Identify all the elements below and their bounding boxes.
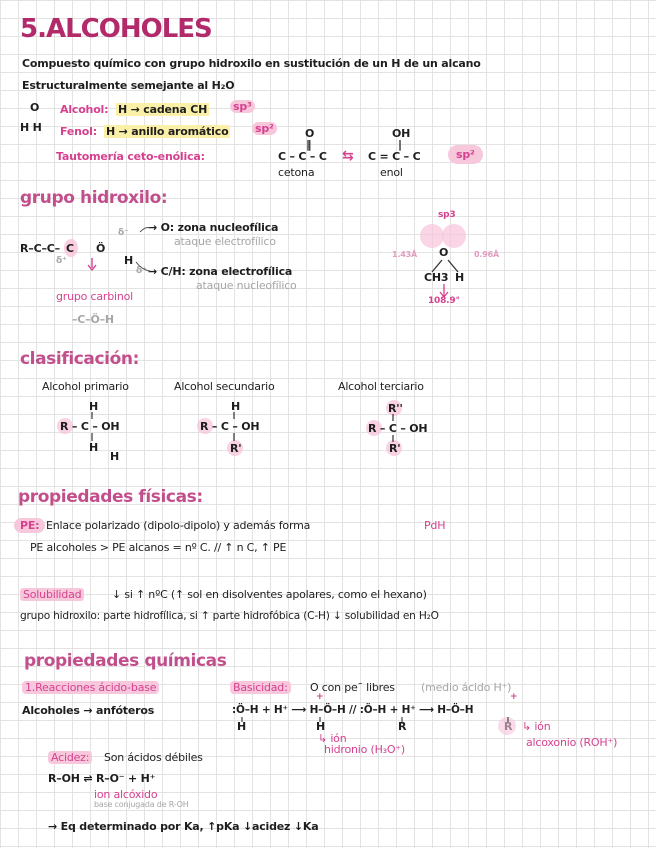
intro-line-2: Estructuralmente semejante al H₂O [22, 79, 235, 92]
basicidad-label-span: Basicidad: [230, 681, 291, 694]
ceto-oxygen: O [305, 127, 315, 140]
pe-label: PE: [14, 518, 45, 533]
ceto-chain: C – C – C [278, 150, 327, 163]
geo-bond-left: 1.43Å [392, 250, 417, 259]
ion-alcoxido-label: ion alcóxido [94, 788, 158, 801]
solubilidad-label [20, 588, 84, 601]
eq-plus-1: + [316, 692, 324, 702]
lone-pair-right [442, 224, 466, 248]
water-hydrogens: H H [20, 121, 42, 134]
primario-top-h: H [89, 400, 99, 413]
enol-oh: OH [392, 127, 411, 140]
o-zone-sub: ataque electrofílico [174, 235, 276, 248]
solubilidad-text: ↓ si ↑ nºC (↑ sol en disolventes apolares, como el hexano) [112, 588, 427, 601]
pe-text: Enlace polarizado (dipolo-dipolo) y además forma [46, 519, 311, 532]
secundario-bottom-r: R' [230, 442, 242, 455]
carbinol-label: grupo carbinol [56, 290, 133, 303]
label-terciario: Alcohol terciario [338, 380, 424, 393]
delta-minus: δ⁻ [118, 228, 129, 238]
ion-hidronio-arrow: ↳ ión [318, 732, 347, 745]
ion-alcoxonio-arrow: ↳ ión [522, 720, 551, 733]
eq-h-under-1: H [237, 720, 247, 733]
ceto-double-bond: ‖ [306, 138, 312, 151]
anfoteros-text: Alcoholes → anfóteros [22, 704, 155, 717]
alcohol-text [116, 103, 209, 116]
pe-pdh: PdH [424, 519, 446, 532]
page-title: 5.ALCOHOLES [20, 14, 212, 44]
basicidad-equation: :Ö–H + H⁺ ⟶ H–Ö–H // :Ö–H + H⁺ ⟶ H–Ö–H [232, 704, 474, 716]
acidez-text: Son ácidos débiles [104, 751, 203, 764]
primario-bottom-h: H [89, 441, 99, 454]
hidronio-label: hidronio (H₃O⁺) [324, 743, 406, 756]
primario-main: R – C – OH [60, 420, 120, 433]
reacciones-label-span: 1.Reacciones ácido-base [22, 681, 159, 694]
ch-zone-text: → C/H: zona electrofílica [148, 265, 293, 278]
basicidad-gray: (medio ácido H⁺) [421, 681, 512, 694]
eq-r-under-1: R [398, 720, 407, 733]
acidez-label [48, 751, 92, 764]
geo-angle: 108.9° [428, 296, 460, 306]
heading-clasificacion: clasificación: [20, 349, 139, 369]
alcohol-label: Alcohol: [60, 103, 109, 116]
basicidad-text: O con peˉ libres [310, 681, 395, 694]
terciario-top-r: R'' [388, 402, 403, 415]
enol-label: enol [380, 166, 403, 179]
alcoxonio-r-highlight [498, 717, 516, 735]
intro-line-1: Compuesto químico con grupo hidroxilo en sustitución de un H de un alcano [22, 57, 481, 70]
eq-h-under-2: H [316, 720, 326, 733]
hidroxilo-carbon: C [66, 242, 74, 255]
ch-zone-sub: ataque nucleofílico [196, 279, 297, 292]
cetona-label: cetona [278, 166, 315, 179]
heading-quimicas: propiedades químicas [24, 651, 227, 671]
terciario-bottom-r: R' [389, 442, 401, 455]
delta-plus-c: δ⁺ [56, 256, 67, 266]
reacciones-label [22, 681, 159, 694]
hidroxilo-oxygen: Ö [96, 242, 106, 255]
fenol-label: Fenol: [60, 125, 97, 138]
heading-hidroxilo: grupo hidroxilo: [20, 188, 168, 208]
secundario-top-h: H [231, 400, 241, 413]
label-primario: Alcohol primario [42, 380, 129, 393]
fenol-text-span: H → anillo aromático [106, 125, 229, 138]
alcohol-sp3-badge: sp³ [230, 100, 255, 113]
secundario-main: R – C – OH [200, 420, 260, 433]
primario-extra-h: H [110, 450, 120, 463]
fenol-text [104, 125, 230, 138]
geo-ch3: CH3 [424, 271, 449, 284]
pe-line-2: PE alcoholes > PE alcanos = nº C. // ↑ n C, ↑ PE [30, 541, 287, 554]
geo-sp3: sp3 [438, 210, 456, 220]
roh-equation: R–OH ⇌ R–O⁻ + H⁺ [48, 772, 156, 785]
alcohol-text-span: H → cadena CH [118, 103, 208, 116]
hidroxilo-hydrogen: H [124, 254, 134, 267]
enol-bond: | [398, 138, 402, 151]
acidez-label-span: Acidez: [48, 751, 92, 764]
fenol-sp2-badge: sp² [252, 122, 277, 135]
hidroxilo-chain: R–C–C– [20, 242, 60, 255]
tautomeria-label: Tautomería ceto-enólica: [56, 150, 205, 163]
geo-bond-right: 0.96Å [474, 250, 499, 259]
geo-h: H [455, 271, 465, 284]
carbinol-structure: –C–Ö–H [72, 313, 114, 326]
alcoxonio-label: alcoxonio (ROH⁺) [526, 736, 618, 749]
tautomeria-arrow: ⇆ [342, 148, 354, 164]
solubilidad-label-span: Solubilidad [20, 588, 84, 601]
terciario-main: R – C – OH [368, 422, 428, 435]
lone-pair-left [420, 224, 444, 248]
heading-fisicas: propiedades físicas: [18, 487, 203, 507]
water-oxygen: O [30, 101, 40, 114]
grupo-hidroxilo-text: grupo hidroxilo: parte hidrofílica, si ↑ parte hidrofóbica (C-H) ↓ solubilidad en H₂O [20, 610, 439, 622]
ka-line: → Eq determinado por Ka, ↑pKa ↓acidez ↓Ka [48, 820, 319, 833]
o-zone-text: → O: zona nucleofílica [148, 221, 279, 234]
eq-plus-2: + [510, 692, 518, 702]
enol-chain: C = C – C [368, 150, 421, 163]
base-conjugada-label: base conjugada de R-OH [94, 800, 189, 809]
basicidad-label [230, 681, 291, 694]
geo-oxygen: O [439, 246, 449, 259]
label-secundario: Alcohol secundario [174, 380, 275, 393]
delta-plus-h: δ⁺ [136, 266, 147, 276]
enol-sp2-badge: sp² [448, 145, 483, 164]
